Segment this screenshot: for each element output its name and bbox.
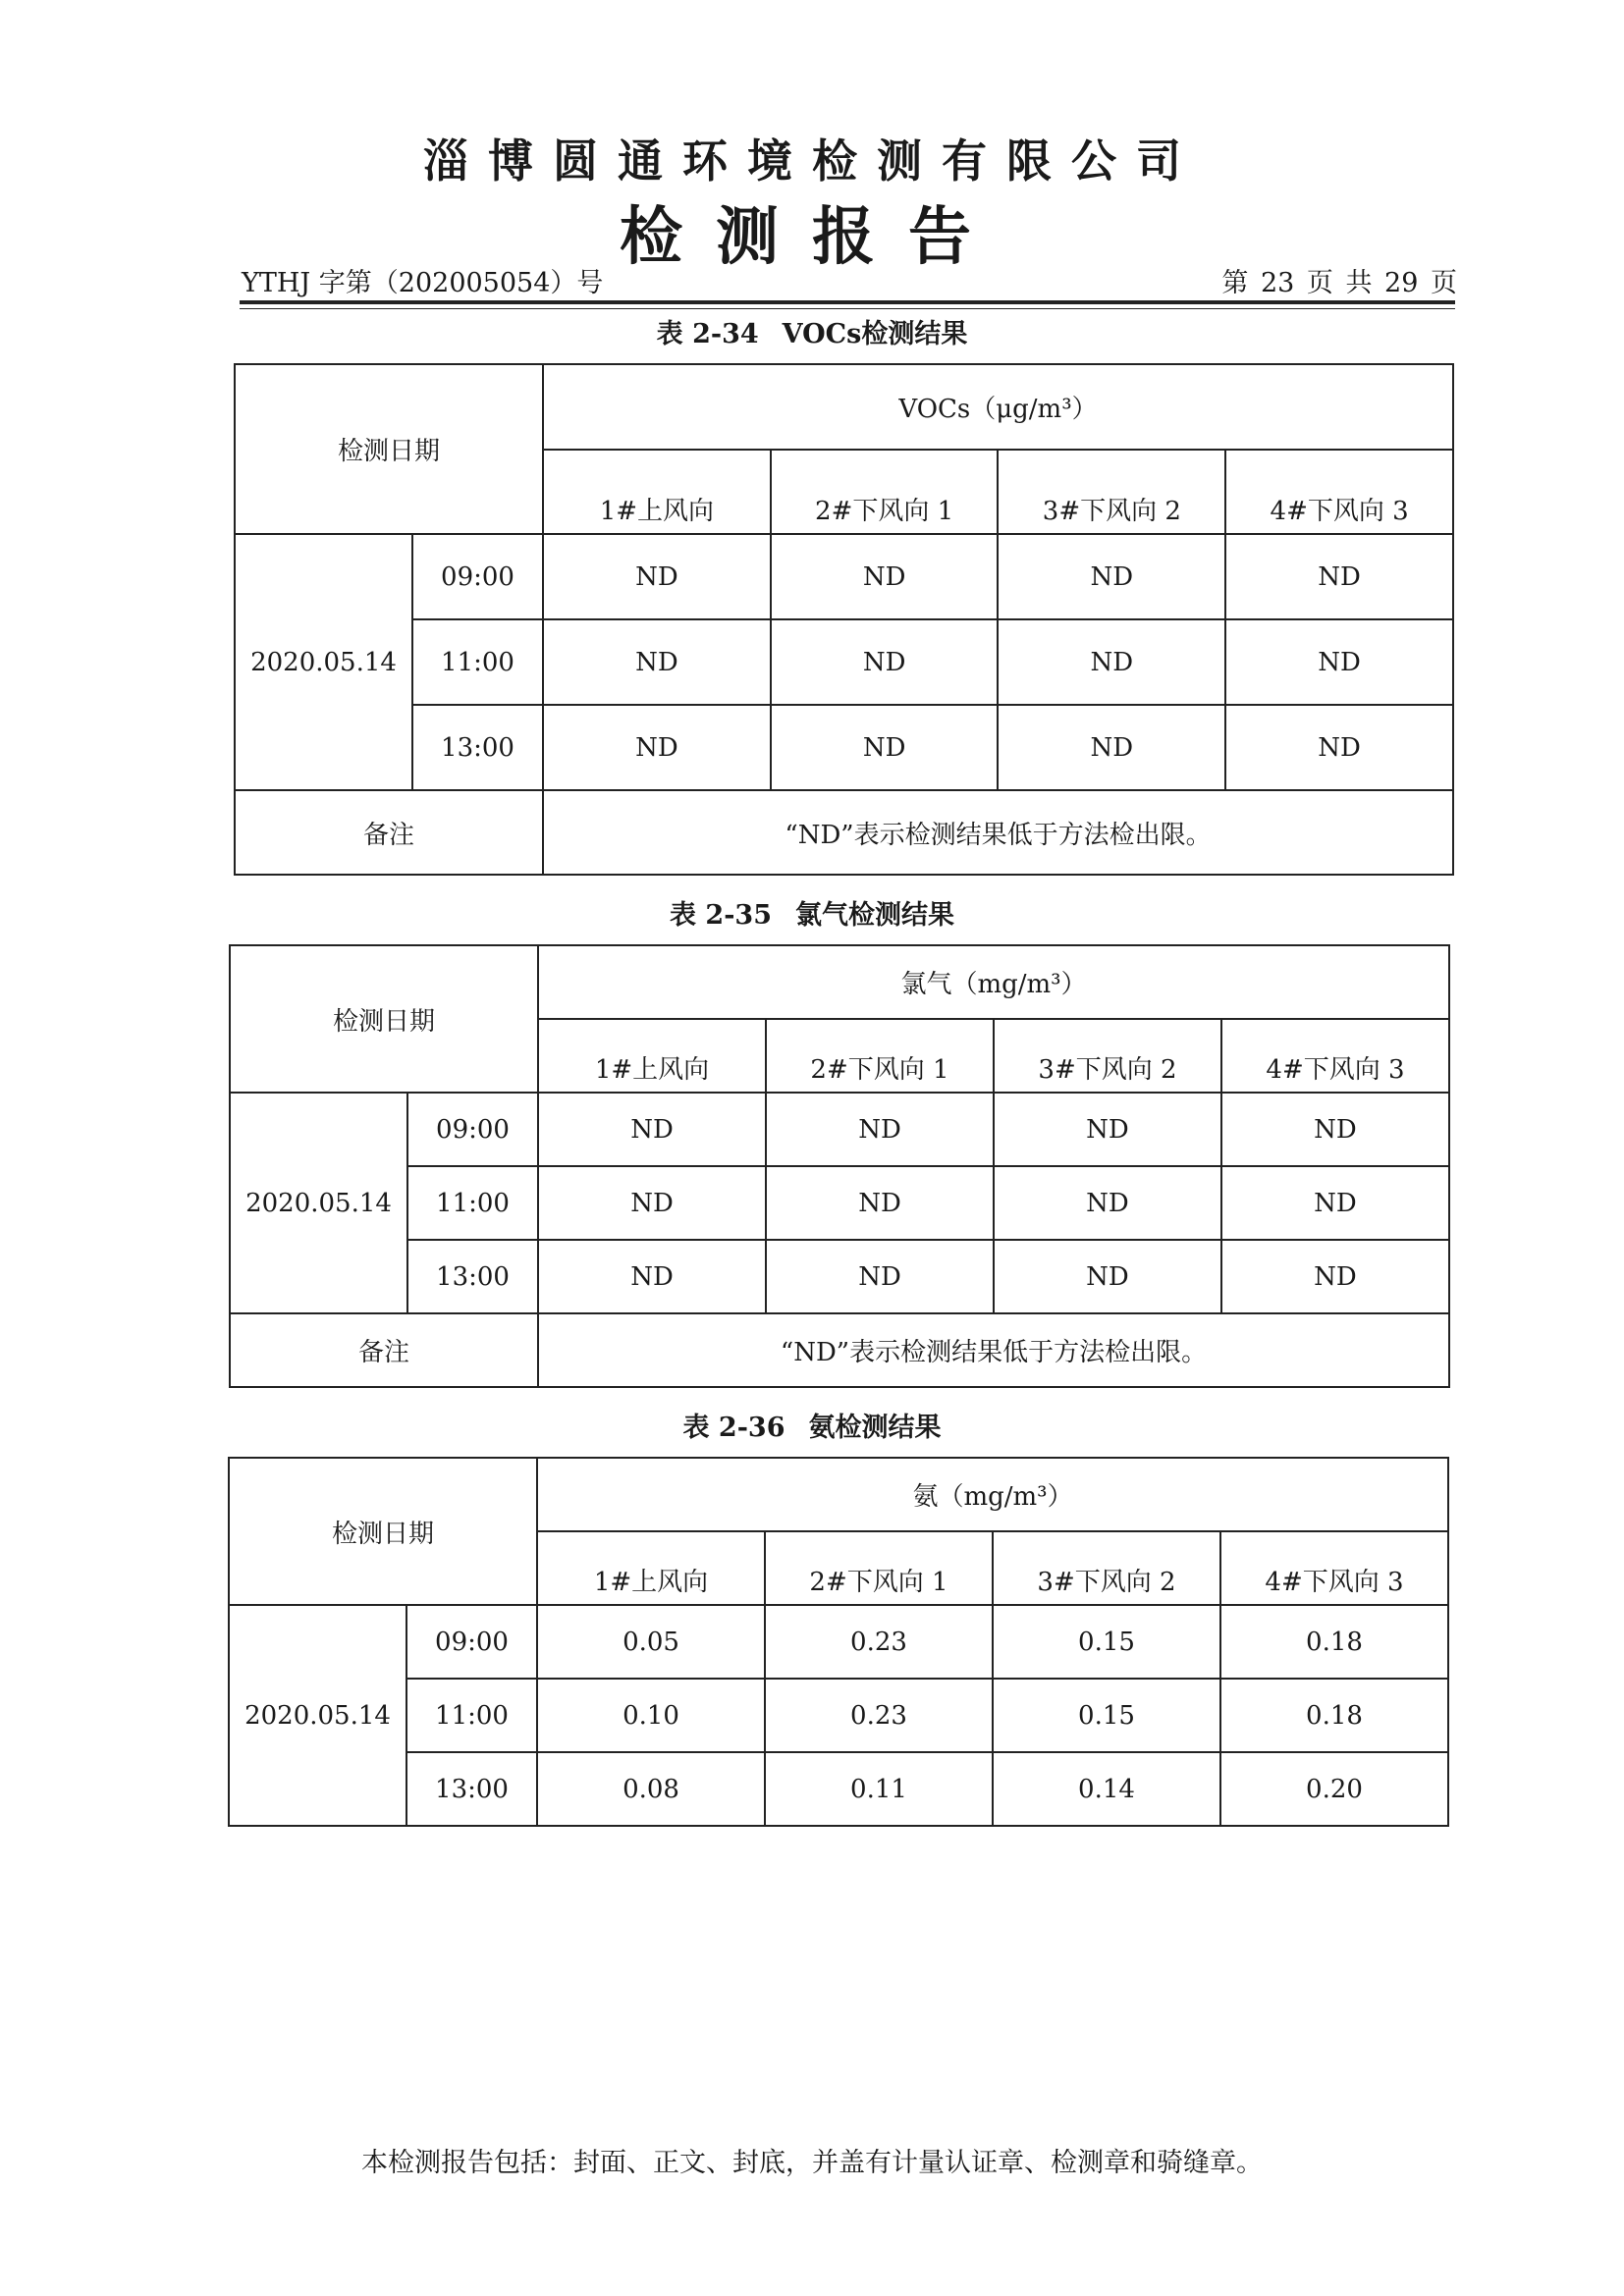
value-cell: 0.20 <box>1220 1752 1448 1826</box>
value-cell: ND <box>1221 1166 1449 1240</box>
report-title: 检测报告 <box>620 200 1004 274</box>
value-cell: ND <box>543 534 771 619</box>
time-cell: 09:00 <box>407 1093 538 1166</box>
value-cell: 0.11 <box>765 1752 993 1826</box>
point-header: 3#下风向 2 <box>993 1531 1220 1605</box>
value-cell: 0.08 <box>537 1752 765 1826</box>
chlorine-table <box>229 944 1450 1388</box>
point-header: 4#下风向 3 <box>1221 1019 1449 1093</box>
caption-text: VOCs检测结果 <box>782 319 968 349</box>
value-cell: ND <box>998 534 1225 619</box>
value-cell: ND <box>1225 619 1453 705</box>
value-cell: ND <box>1221 1093 1449 1166</box>
value-cell: 0.23 <box>765 1605 993 1679</box>
table-row <box>230 1240 1449 1313</box>
value-cell: ND <box>771 619 999 705</box>
value-cell: ND <box>994 1240 1221 1313</box>
point-header: 2#下风向 1 <box>771 450 999 534</box>
point-header: 1#上风向 <box>543 450 771 534</box>
note-text: “ND”表示检测结果低于方法检出限。 <box>543 790 1453 875</box>
table-caption <box>0 1406 1624 1444</box>
value-cell: 0.10 <box>537 1679 765 1752</box>
date-cell: 2020.05.14 <box>235 534 412 790</box>
parameter-header: VOCs（μg/m³） <box>543 364 1453 450</box>
point-header: 3#下风向 2 <box>998 450 1225 534</box>
value-cell: 0.05 <box>537 1605 765 1679</box>
parameter-header: 氨（mg/m³） <box>537 1458 1448 1531</box>
header-rule <box>240 300 1455 304</box>
time-cell: 13:00 <box>406 1752 537 1826</box>
value-cell: 0.15 <box>993 1605 1220 1679</box>
point-header: 4#下风向 3 <box>1225 450 1453 534</box>
value-cell: 0.14 <box>993 1752 1220 1826</box>
caption-number: 表 2-35 <box>670 900 772 931</box>
caption-number: 表 2-36 <box>682 1413 785 1443</box>
value-cell: ND <box>766 1093 994 1166</box>
table-row <box>229 1605 1448 1679</box>
table-caption <box>0 893 1624 932</box>
point-header: 4#下风向 3 <box>1220 1531 1448 1605</box>
time-cell: 09:00 <box>406 1605 537 1679</box>
time-cell: 11:00 <box>406 1679 537 1752</box>
point-header: 3#下风向 2 <box>994 1019 1221 1093</box>
time-cell: 11:00 <box>412 619 543 705</box>
date-header: 检测日期 <box>229 1458 537 1605</box>
date-cell: 2020.05.14 <box>229 1605 406 1826</box>
value-cell: ND <box>771 705 999 790</box>
time-cell: 13:00 <box>407 1240 538 1313</box>
point-header: 1#上风向 <box>537 1531 765 1605</box>
date-header: 检测日期 <box>230 945 538 1093</box>
value-cell: ND <box>543 705 771 790</box>
ammonia-table <box>228 1457 1449 1827</box>
value-cell: ND <box>998 619 1225 705</box>
value-cell: ND <box>1225 705 1453 790</box>
value-cell: 0.18 <box>1220 1679 1448 1752</box>
time-cell: 13:00 <box>412 705 543 790</box>
caption-text: 氯气检测结果 <box>794 900 954 931</box>
value-cell: 0.15 <box>993 1679 1220 1752</box>
time-cell: 09:00 <box>412 534 543 619</box>
value-cell: ND <box>766 1240 994 1313</box>
note-row <box>230 1313 1449 1387</box>
value-cell: ND <box>771 534 999 619</box>
company-name: 淄博圆通环境检测有限公司 <box>423 134 1201 187</box>
report-number: YTHJ 字第（202005054）号 <box>242 268 604 298</box>
page-info: 第 23 页 共 29 页 <box>1221 268 1457 298</box>
header-rule-thin <box>240 308 1455 309</box>
point-header: 1#上风向 <box>538 1019 766 1093</box>
table-row <box>235 705 1453 790</box>
value-cell: ND <box>998 705 1225 790</box>
value-cell: ND <box>766 1166 994 1240</box>
value-cell: ND <box>1221 1240 1449 1313</box>
table-row <box>229 1679 1448 1752</box>
value-cell: 0.23 <box>765 1679 993 1752</box>
point-header: 2#下风向 1 <box>765 1531 993 1605</box>
table-row <box>235 534 1453 619</box>
value-cell: ND <box>538 1240 766 1313</box>
date-header: 检测日期 <box>235 364 543 534</box>
value-cell: 0.18 <box>1220 1605 1448 1679</box>
table-row <box>230 1093 1449 1166</box>
value-cell: ND <box>538 1166 766 1240</box>
date-cell: 2020.05.14 <box>230 1093 407 1313</box>
table-row <box>229 1752 1448 1826</box>
value-cell: ND <box>994 1093 1221 1166</box>
caption-text: 氨检测结果 <box>808 1413 942 1443</box>
note-text: “ND”表示检测结果低于方法检出限。 <box>538 1313 1449 1387</box>
vocs-table <box>234 363 1454 876</box>
note-label: 备注 <box>230 1313 538 1387</box>
table-row <box>230 1166 1449 1240</box>
table-row <box>235 619 1453 705</box>
value-cell: ND <box>994 1166 1221 1240</box>
footer-note: 本检测报告包括：封面、正文、封底，并盖有计量认证章、检测章和骑缝章。 <box>361 2148 1263 2178</box>
note-row <box>235 790 1453 875</box>
note-label: 备注 <box>235 790 543 875</box>
value-cell: ND <box>543 619 771 705</box>
caption-number: 表 2-34 <box>656 319 759 349</box>
time-cell: 11:00 <box>407 1166 538 1240</box>
table-caption <box>0 312 1624 350</box>
point-header: 2#下风向 1 <box>766 1019 994 1093</box>
value-cell: ND <box>1225 534 1453 619</box>
parameter-header: 氯气（mg/m³） <box>538 945 1449 1019</box>
value-cell: ND <box>538 1093 766 1166</box>
